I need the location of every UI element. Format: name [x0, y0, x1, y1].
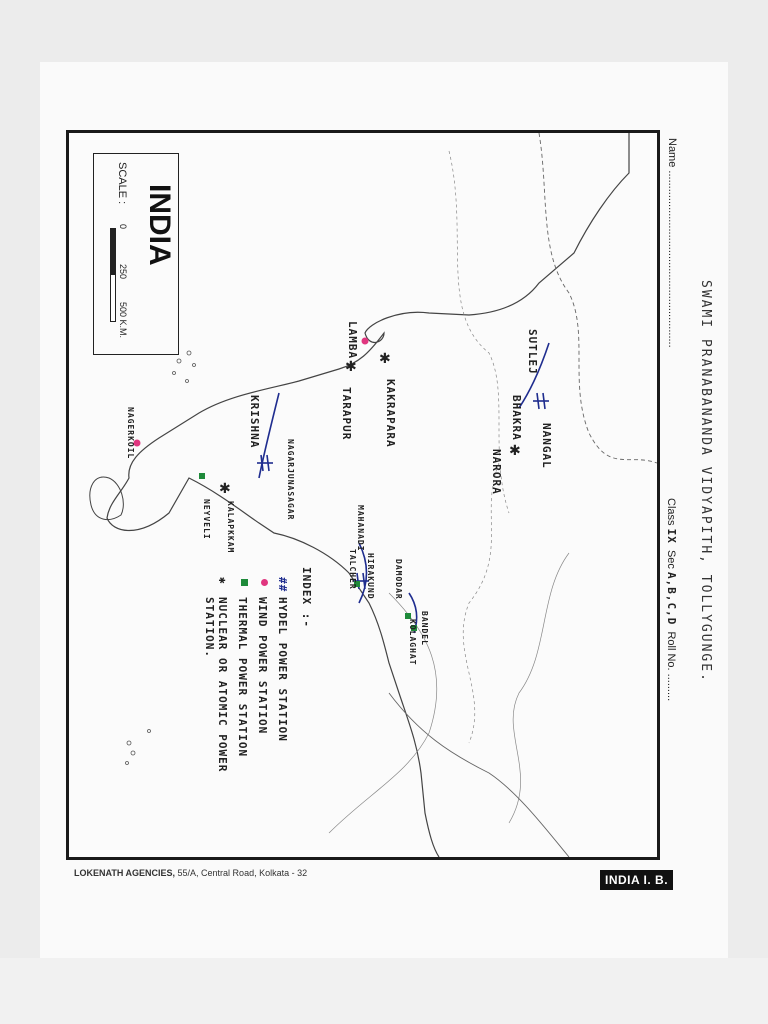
wind-symbol-lamba: [362, 338, 369, 345]
nuclear-symbol-narora: ✱: [509, 442, 521, 458]
label-mahanadi: MAHANADI: [356, 505, 365, 552]
state-boundary-4: [509, 553, 569, 823]
school-name: SWAMI PRANABANANDA VIDYAPITH, TOLLYGUNGE.: [698, 280, 713, 683]
index-item-thermal: THERMAL POWER STATION: [236, 597, 249, 758]
sri-lanka-outline: [90, 477, 123, 520]
publisher-footer: [74, 868, 307, 878]
sec-value: A,B,C,D: [665, 571, 678, 626]
eastern-region-outline: [389, 693, 569, 857]
scale-tick-250: 250: [118, 264, 128, 280]
label-nangal: NANGAL: [540, 423, 553, 469]
sec-label: Sec: [665, 549, 677, 569]
class-value: IX: [665, 528, 678, 544]
index-item-wind: WIND POWER STATION: [256, 597, 269, 735]
sheet-code-badge: INDIA I. B.: [600, 870, 673, 890]
state-boundary-2: [463, 463, 499, 743]
index-item-hydel: HYDEL POWER STATION: [276, 597, 289, 742]
scale-bar: [110, 228, 116, 322]
map-index: [189, 563, 329, 803]
hydel-symbol-nagarjunasagar: [257, 455, 273, 471]
map-title: INDIA: [143, 184, 176, 266]
name-label: Name: [666, 138, 678, 168]
hydel-icon: ##: [276, 577, 289, 593]
label-narora: NARORA: [490, 449, 503, 495]
label-krishna: KRISHNA: [248, 395, 261, 449]
nuclear-symbol-kalapkkam: ✱: [219, 480, 231, 496]
nuclear-symbol-kakrapara: ✱: [379, 350, 391, 366]
label-hirakund: HIRAKUND: [366, 553, 375, 600]
label-kolaghat: KOLAGHAT: [408, 619, 417, 666]
name-line: ..........................................................: [666, 170, 678, 348]
hydel-symbol-bhakra: [533, 393, 549, 409]
label-tarapur: TARAPUR: [340, 387, 353, 441]
northern-border: [539, 133, 657, 463]
publisher-address: 55/A, Central Road, Kolkata - 32: [177, 868, 308, 878]
title-box: [93, 153, 179, 355]
label-lamba: LAMBA: [346, 321, 359, 360]
roll-label: Roll No.: [665, 631, 677, 671]
label-bandel: BANDEL: [420, 611, 429, 646]
nuclear-symbol-tarapur: ✱: [345, 358, 357, 374]
label-kalapkkam: KALAPKKAM: [226, 501, 235, 554]
scale-label: SCALE :: [116, 162, 128, 205]
lakshadweep-islands: [173, 351, 196, 383]
thermal-symbol-neyveli: [199, 473, 205, 479]
label-sutlej: SUTLEJ: [526, 329, 539, 375]
nuclear-icon: ✱: [216, 577, 229, 585]
label-talcher: TALCHER: [348, 549, 357, 590]
wind-icon: [261, 579, 268, 586]
andaman-islands: [126, 730, 151, 765]
index-title: INDEX :-: [300, 567, 313, 628]
scale-tick-0: 0: [118, 224, 128, 230]
page-shadow: [0, 958, 768, 1024]
label-nagerkoil: NAGERKOIL: [126, 407, 135, 460]
label-nagarjunasagar: NAGARJUNASAGAR: [286, 439, 295, 521]
label-bhakra: BHAKRA: [510, 395, 523, 441]
label-damodar: DAMODAR: [394, 559, 403, 600]
name-field: [666, 138, 678, 348]
scale-tick-500: 500 K.M.: [118, 302, 128, 339]
thermal-icon: [241, 579, 248, 586]
coastline: [107, 133, 629, 857]
map-frame: [66, 130, 660, 860]
class-label: Class: [665, 498, 677, 526]
label-neyveli: NEYVELI: [202, 499, 211, 540]
index-item-nuclear: NUCLEAR OR ATOMIC POWER STATION.: [203, 597, 229, 773]
label-kakrapara: KAKRAPARA: [384, 379, 397, 448]
roll-line: .........: [665, 673, 677, 702]
publisher-name: LOKENATH AGENCIES,: [74, 868, 176, 878]
class-field: [665, 498, 678, 701]
